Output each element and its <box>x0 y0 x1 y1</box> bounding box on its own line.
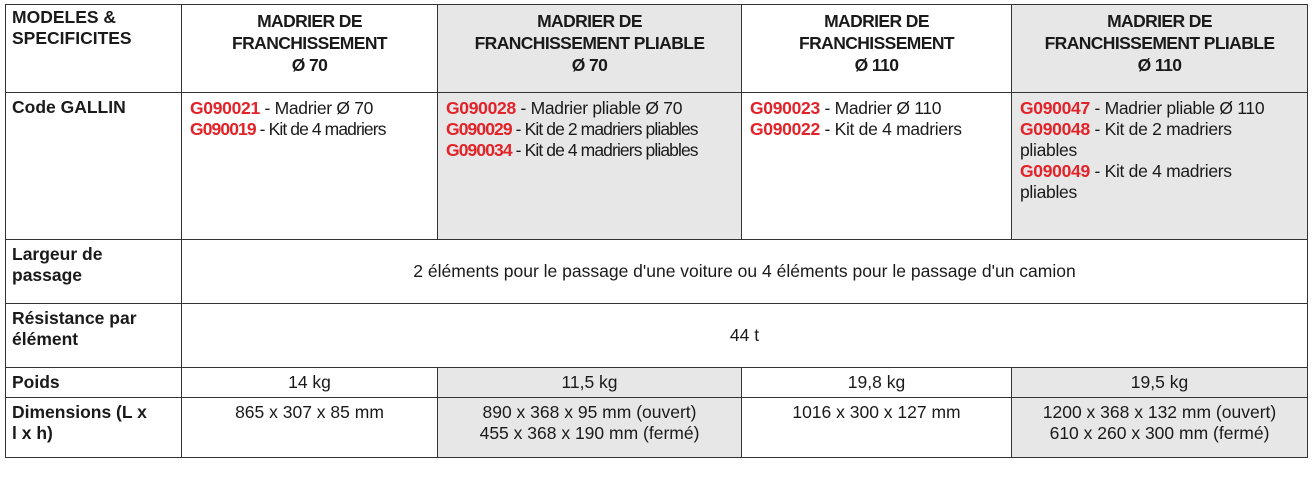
dimensions-row <box>6 398 1308 458</box>
row-label-poids: Poids <box>6 368 182 398</box>
poids-row <box>6 368 1308 398</box>
column-header-madrier-110: MADRIER DE FRANCHISSEMENT Ø 110 <box>742 5 1012 93</box>
spec-table <box>5 4 1308 458</box>
product-code: G090029 <box>446 119 512 139</box>
product-code: G090047 <box>1020 98 1090 118</box>
column-header-madrier-pliable-110: MADRIER DE FRANCHISSEMENT PLIABLE Ø 110 <box>1012 5 1308 93</box>
product-code: G090021 <box>190 98 260 118</box>
largeur-row <box>6 240 1308 304</box>
largeur-value: 2 éléments pour le passage d'une voiture ou 4 éléments pour le passage d'un camion <box>182 240 1308 304</box>
corner-header: MODELES & SPECIFICITES <box>6 5 182 93</box>
header-row <box>6 5 1308 93</box>
dimensions-value: 1200 x 368 x 132 mm (ouvert) 610 x 260 x 300 mm (fermé) <box>1012 398 1308 458</box>
poids-value: 19,5 kg <box>1012 368 1308 398</box>
code-line: G090022 - Kit de 4 madriers <box>750 119 962 139</box>
poids-value: 14 kg <box>182 368 438 398</box>
code-line: G090048 - Kit de 2 madriers pliables <box>1020 119 1232 160</box>
product-code: G090034 <box>446 140 512 160</box>
product-code: G090048 <box>1020 119 1090 139</box>
poids-value: 19,8 kg <box>742 368 1012 398</box>
code-line: G090034 - Kit de 4 madriers pliables <box>446 140 698 160</box>
row-label-largeur: Largeur de passage <box>6 240 182 304</box>
product-code: G090023 <box>750 98 820 118</box>
code-line: G090029 - Kit de 2 madriers pliables <box>446 119 698 139</box>
code-gallin-row <box>6 93 1308 240</box>
dimensions-value: 1016 x 300 x 127 mm <box>742 398 1012 458</box>
row-label-resistance: Résistance par élément <box>6 304 182 368</box>
code-line: G090021 - Madrier Ø 70 <box>190 98 374 118</box>
codes-cell-madrier-pliable-110 <box>1012 93 1308 240</box>
dimensions-value: 865 x 307 x 85 mm <box>182 398 438 458</box>
code-line: G090049 - Kit de 4 madriers pliables <box>1020 161 1232 202</box>
codes-cell-madrier-70 <box>182 93 438 240</box>
resistance-value: 44 t <box>182 304 1308 368</box>
product-code: G090049 <box>1020 161 1090 181</box>
row-label-dimensions: Dimensions (L x l x h) <box>6 398 182 458</box>
poids-value: 11,5 kg <box>438 368 742 398</box>
row-label-code: Code GALLIN <box>6 93 182 240</box>
resistance-row <box>6 304 1308 368</box>
code-line: G090047 - Madrier pliable Ø 110 <box>1020 98 1265 118</box>
codes-cell-madrier-pliable-70 <box>438 93 742 240</box>
column-header-madrier-pliable-70: MADRIER DE FRANCHISSEMENT PLIABLE Ø 70 <box>438 5 742 93</box>
column-header-madrier-70: MADRIER DE FRANCHISSEMENT Ø 70 <box>182 5 438 93</box>
product-code: G090028 <box>446 98 516 118</box>
product-code: G090019 <box>190 119 256 139</box>
code-line: G090028 - Madrier pliable Ø 70 <box>446 98 683 118</box>
codes-cell-madrier-110 <box>742 93 1012 240</box>
product-code: G090022 <box>750 119 820 139</box>
dimensions-value: 890 x 368 x 95 mm (ouvert) 455 x 368 x 190 mm (fermé) <box>438 398 742 458</box>
code-line: G090023 - Madrier Ø 110 <box>750 98 942 118</box>
code-line: G090019 - Kit de 4 madriers <box>190 119 386 139</box>
